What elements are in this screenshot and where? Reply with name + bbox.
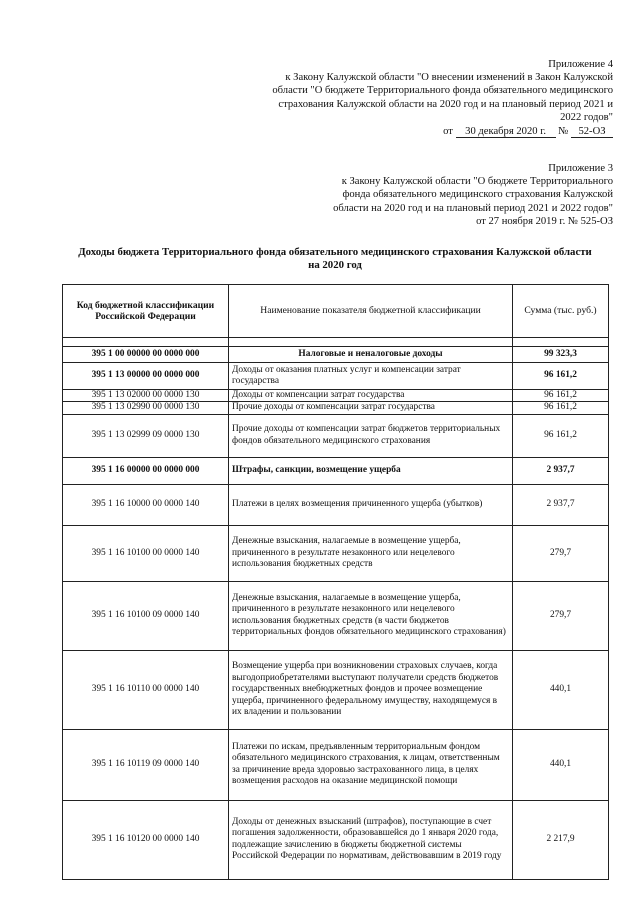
row-name: Платежи по искам, предъявленным территориальным фондом обязательного медицинского страхования, к лицам, ответственным за причинение вреда здоровью застрахованного лица, в целях возмещения расходов на оказание медицинской помощи [229,729,513,800]
table-row [63,347,609,363]
table-row [63,390,609,402]
row-amount: 2 937,7 [513,457,609,484]
column-header-code: Код бюджетной классификации Российской Федерации [63,285,229,338]
appendix-3-line: к Закону Калужской области "О бюджете Территориального [341,176,613,188]
document-title [50,246,620,272]
law-number: 52-ОЗ [571,126,613,138]
row-amount: 279,7 [513,581,609,650]
table-row [63,525,609,581]
table-row [63,729,609,800]
appendix-3-line: области на 2020 год и на плановый период 2021 и 2022 годов" [333,202,613,214]
row-amount: 440,1 [513,650,609,729]
table-row [63,581,609,650]
row-name: Возмещение ущерба при возникновении страховых случаев, когда выгодоприобретателями выступают получатели средств бюджетов государственных внебюджетных фондов и прочее возмещение ущерба, причиненного федеральному имуществу, находящемуся в их владении и пользовании [229,650,513,729]
law-number-sign: № [558,126,569,137]
column-header-amount: Сумма (тыс. руб.) [513,285,609,338]
row-name: Прочие доходы от компенсации затрат бюджетов территориальных фондов обязательного медицинского страхования [229,414,513,457]
table-row [63,363,609,390]
row-name: Денежные взыскания, налагаемые в возмещение ущерба, причиненного в результате незаконного или нецелевого использования бюджетных средств (в части бюджетов территориальных фондов обязательного медицинского страхования) [229,581,513,650]
row-code: 395 1 16 10000 00 0000 140 [63,484,229,525]
row-amount: 2 217,9 [513,800,609,879]
row-name: Доходы от оказания платных услуг и компенсации затрат государства [229,363,513,390]
row-code: 395 1 13 02999 09 0000 130 [63,414,229,457]
row-amount: 96 161,2 [513,402,609,414]
row-name: Денежные взыскания, налагаемые в возмещение ущерба, причиненного в результате незаконного или нецелевого использования бюджетных средств [229,525,513,581]
row-name: Налоговые и неналоговые доходы [229,347,513,363]
document-title-line: на 2020 год [308,259,362,271]
row-code: 395 1 16 10110 00 0000 140 [63,650,229,729]
row-name: Доходы от денежных взысканий (штрафов), поступающие в счет погашения задолженности, образовавшейся до 1 января 2020 года, подлежащие зачислению в бюджеты бюджетной системы Российской Федерации по нормативам, действовавшим в 2019 году [229,800,513,879]
row-name: Доходы от компенсации затрат государства [229,390,513,402]
row-code: 395 1 13 00000 00 0000 000 [63,363,229,390]
table-row [63,402,609,414]
table-row [63,484,609,525]
row-code: 395 1 13 02000 00 0000 130 [63,390,229,402]
row-code: 395 1 00 00000 00 0000 000 [63,347,229,363]
law-date: 30 декабря 2020 г. [456,126,556,138]
table-header-row [63,285,609,338]
appendix-3-header [193,162,613,228]
table-row [63,650,609,729]
appendix-4-line: к Закону Калужской области "О внесении изменений в Закон Калужской [285,72,613,84]
table-row [63,457,609,484]
law-date-prefix: от [443,126,453,137]
row-code: 395 1 16 10100 00 0000 140 [63,525,229,581]
table-row [63,800,609,879]
appendix-4-line: страхования Калужской области на 2020 год и на плановый период 2021 и [278,98,613,110]
appendix-4-line: области "О бюджете Территориального фонда обязательного медицинского [272,85,613,97]
row-amount: 2 937,7 [513,484,609,525]
row-name: Платежи в целях возмещения причиненного ущерба (убытков) [229,484,513,525]
column-header-name: Наименование показателя бюджетной классификации [229,285,513,338]
table-row [63,414,609,457]
document-title-line: Доходы бюджета Территориального фонда обязательного медицинского страхования Калужской области [78,246,592,258]
row-name: Прочие доходы от компенсации затрат государства [229,402,513,414]
appendix-4-header [193,58,613,124]
row-amount: 279,7 [513,525,609,581]
income-table [62,284,609,880]
row-code: 395 1 13 02990 00 0000 130 [63,402,229,414]
row-amount: 96 161,2 [513,363,609,390]
row-name: Штрафы, санкции, возмещение ущерба [229,457,513,484]
table-spacer-row [63,338,609,347]
row-amount: 96 161,2 [513,414,609,457]
appendix-3-number: Приложение 3 [548,163,613,174]
row-code: 395 1 16 10100 09 0000 140 [63,581,229,650]
appendix-3-line: от 27 ноября 2019 г. № 525-ОЗ [476,215,613,227]
row-code: 395 1 16 10120 00 0000 140 [63,800,229,879]
row-code: 395 1 16 00000 00 0000 000 [63,457,229,484]
appendix-4-number: Приложение 4 [548,59,613,70]
row-amount: 440,1 [513,729,609,800]
row-amount: 96 161,2 [513,390,609,402]
row-amount: 99 323,3 [513,347,609,363]
law-date-line [443,126,613,138]
row-code: 395 1 16 10119 09 0000 140 [63,729,229,800]
appendix-4-line: 2022 годов" [560,111,613,123]
appendix-3-line: фонда обязательного медицинского страхования Калужской [342,189,613,201]
